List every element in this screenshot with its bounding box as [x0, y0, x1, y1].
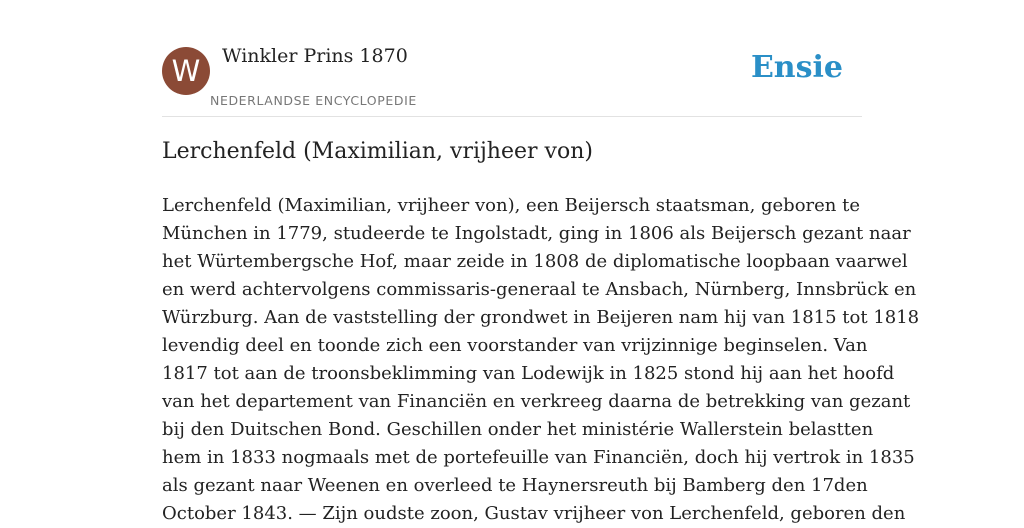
body-line: Würzburg. Aan de vaststelling der grondwet in Beijeren nam hij van 1815 tot 1818: [162, 307, 920, 328]
body-line: als gezant naar Weenen en overleed te Haynersreuth bij Bamberg den 17den: [162, 475, 868, 496]
body-line: bij den Duitschen Bond. Geschillen onder het ministérie Wallerstein belastten: [162, 419, 874, 440]
body-line: van het departement van Financiën en verkreeg daarna de betrekking van gezant: [162, 391, 911, 412]
entry-title: Lerchenfeld (Maximilian, vrijheer von): [162, 139, 593, 164]
site-header: [162, 0, 862, 117]
body-line: Lerchenfeld (Maximilian, vrijheer von), een Beijersch staatsman, geboren te: [162, 195, 861, 216]
source-subtitle: NEDERLANDSE ENCYCLOPEDIE: [210, 93, 417, 108]
entry-body: [162, 192, 920, 528]
source-avatar[interactable]: W: [162, 47, 210, 95]
body-line: 1817 tot aan de troonsbeklimming van Lodewijk in 1825 stond hij aan het hoofd: [162, 363, 895, 384]
body-line: October 1843. — Zijn oudste zoon, Gustav vrijheer von Lerchenfeld, geboren den: [162, 503, 906, 524]
body-line: het Würtembergsche Hof, maar zeide in 1808 de diplomatische loopbaan vaarwel: [162, 251, 908, 272]
source-title-link[interactable]: Winkler Prins 1870: [222, 45, 408, 67]
body-line: en werd achtervolgens commissaris-generaal te Ansbach, Nürnberg, Innsbrück en: [162, 279, 917, 300]
brand-logo[interactable]: Ensie: [750, 50, 843, 85]
body-line: levendig deel en toonde zich een voorstander van vrijzinnige beginselen. Van: [162, 335, 868, 356]
body-line: hem in 1833 nogmaals met de portefeuille van Financiën, doch hij vertrok in 1835: [162, 447, 915, 468]
body-line: München in 1779, studeerde te Ingolstadt, ging in 1806 als Beijersch gezant naar: [162, 223, 911, 244]
